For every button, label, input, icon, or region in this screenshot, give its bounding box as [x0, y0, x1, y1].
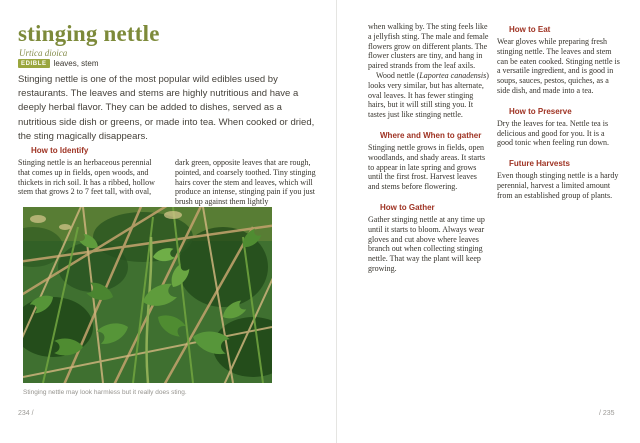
- wood-nettle-post: ) looks very similar, but has alternate, oval leaves. It has fewer stinging hairs, but it will still sting you. It tastes just like stinging nettle.: [368, 70, 489, 120]
- page-number-left: 234 /: [18, 410, 34, 417]
- section-heading-preserve: How to Preserve: [509, 106, 572, 116]
- where-when-text: Stinging nettle grows in fields, open woodlands, and shady areas. It starts to appear in late spring and grows until the first frost. Harvest leaves and stems before flowering.: [368, 142, 486, 192]
- intro-paragraph: Stinging nettle is one of the most popular wild edibles used by restaurants. The leaves and stems are highly nutritious and have a deeply herbal flavor. They can be added to dishes, served as a nutritious side dish or greens, or made into tea. When cooked or dried, the sting magically disappears.: [18, 74, 315, 142]
- wood-nettle-species: Laportea canadensis: [419, 70, 487, 80]
- section-heading-eat: How to Eat: [509, 25, 551, 34]
- edibility-row: [18, 59, 99, 68]
- section-heading-how-gather: How to Gather: [380, 202, 435, 212]
- edible-badge: EDIBLE: [18, 59, 50, 68]
- edible-parts: leaves, stem: [53, 59, 99, 68]
- how-gather-text: Gather stinging nettle at any time up until it starts to bloom. Always wear gloves and cut above where leaves branch out when collecting stinging nettle. That way the plant will keep growing.: [368, 214, 485, 273]
- identify-text-col2: dark green, opposite leaves that are rough, pointed, and coarsely toothed. Tiny stinging hairs cover the stem and leaves, which will produce an intense, stinging pain if you just brush up against them lightly: [175, 158, 316, 207]
- section-heading-where-when: Where and When to gather: [380, 130, 482, 140]
- section-heading-identify: How to Identify: [31, 146, 89, 155]
- identify-column-1: [18, 146, 162, 207]
- page-divider: [336, 0, 337, 443]
- future-text: Even though stinging nettle is a hardy perennial, harvest a limited amount from an established group of plants.: [497, 171, 619, 200]
- right-column-1: [368, 22, 489, 274]
- eat-text: Wear gloves while preparing fresh stinging nettle. The leaves and stem can be eaten cooked. Stinging nettle is a versatile ingredient, and is good in soups, sauces, pestos, quiches, as a side dish, and made into a tea.: [497, 37, 620, 95]
- section-heading-future: Future Harvests: [509, 159, 570, 169]
- nettle-photo: [23, 207, 272, 383]
- page-title: stinging nettle: [18, 21, 160, 46]
- photo-caption: Stinging nettle may look harmless but it really does sting.: [23, 389, 187, 396]
- identify-text-col1: Stinging nettle is an herbaceous perennial that comes up in fields, open woods, and thickets in rich soil. It has a ribbed, hollow stem that grows 2 to 7 feet tall, with oval,: [18, 158, 155, 197]
- wood-nettle-text: [368, 71, 489, 120]
- right-column-2: [497, 22, 622, 201]
- preserve-text: Dry the leaves for tea. Nettle tea is delicious and good for you. It is a good tonic when feeling run down.: [497, 118, 609, 148]
- continuation-text: when walking by. The sting feels like a jellyfish sting. The male and female flowers grow on different plants. The flower clusters are tiny, and hang in paired strands from the leaf axils.: [368, 22, 489, 71]
- species-name: Urtica dioica: [19, 48, 68, 58]
- wood-nettle-pre: Wood nettle (: [376, 70, 420, 80]
- identify-column-2: [175, 146, 319, 207]
- identify-section: [18, 146, 319, 207]
- page-number-right: / 235: [599, 410, 615, 417]
